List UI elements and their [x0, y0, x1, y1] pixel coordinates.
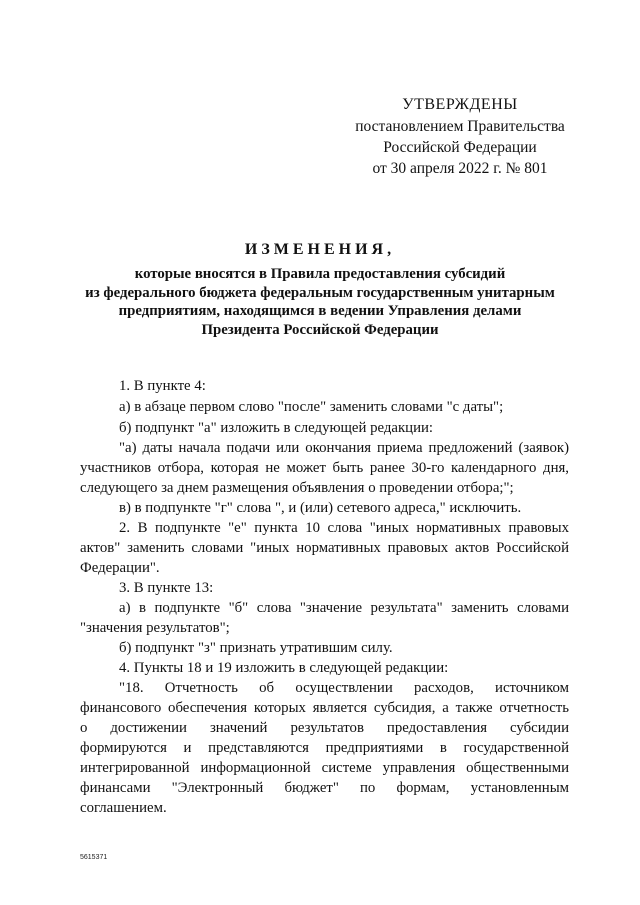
subtitle-line: из федерального бюджета федеральным государственным унитарным [85, 284, 555, 301]
body-line: соглашением. [80, 800, 167, 816]
document-id: 5615371 [80, 854, 108, 861]
subtitle-line: Президента Российской Федерации [201, 321, 439, 338]
body-line: "а) даты начала подачи или окончания приема предложений (заявок) [119, 440, 569, 456]
item-heading: 2. В подпункте "е" пункта 10 слова "иных нормативных правовых [119, 520, 569, 536]
body-line: формируются и представляются предприятиями в государственной [80, 740, 569, 756]
approval-date-line: от 30 апреля 2022 г. № 801 [372, 160, 548, 177]
body-line: "значения результатов"; [80, 620, 230, 636]
body-line: следующего за днем размещения объявления о проведении отбора;"; [80, 480, 514, 496]
approval-heading: УТВЕРЖДЕНЫ [402, 96, 518, 113]
approval-block [340, 94, 580, 179]
item-heading: 3. В пункте 13: [119, 580, 214, 596]
body-line: а) в подпункте "б" слова "значение результата" заменить словами [119, 600, 569, 616]
subtitle-line: предприятиям, находящимся в ведении Управления делами [118, 303, 522, 319]
body-line: Федерации". [80, 560, 160, 576]
approval-line: Российской Федерации [383, 139, 537, 156]
body-line: финансового обеспечения которых является субсидия, а также отчетность [80, 700, 569, 716]
body-line: а) в абзаце первом слово "после" заменить словами "с даты"; [119, 399, 504, 415]
body-line: б) подпункт "з" признать утратившим силу. [119, 640, 393, 656]
body-line: б) подпункт "а" изложить в следующей редакции: [119, 420, 434, 436]
body-line: финансами "Электронный бюджет" по формам, установленным [80, 780, 569, 796]
body-line: актов" заменить словами "иных нормативных правовых актов Российской [80, 540, 569, 556]
item-heading: 4. Пункты 18 и 19 изложить в следующей редакции: [119, 660, 449, 676]
body-line: участников отбора, которая не может быть ранее 30-го календарного дня, [80, 460, 569, 476]
subtitle-line: которые вносятся в Правила предоставления субсидий [134, 266, 506, 282]
body-line: интегрированной информационной системе управления общественными [80, 760, 569, 776]
body-line: "18. Отчетность об осуществлении расходов, источником [119, 680, 569, 696]
body-line: в) в подпункте "г" слова ", и (или) сетевого адреса," исключить. [119, 500, 522, 516]
document-subtitle [60, 265, 580, 339]
approval-line: постановлением Правительства [355, 118, 565, 135]
item-heading: 1. В пункте 4: [119, 378, 206, 394]
document-title: ИЗМЕНЕНИЯ, [244, 241, 396, 258]
body-line: о достижении значений результатов предоставления субсидии [80, 720, 569, 736]
